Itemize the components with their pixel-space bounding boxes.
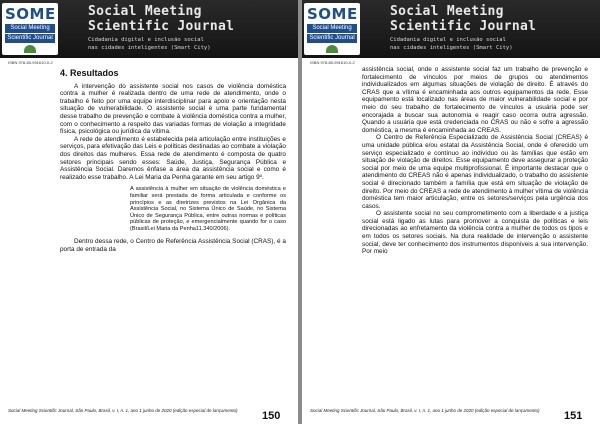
journal-logo <box>304 3 360 55</box>
paragraph: O Centro de Referência Especializado de Assistência Social (CREAS) é uma unidade pública e/ou estatal da Assistência Social, onde é oferecido um serviço especializado e contínuo ao indivíduo ou às famílias que estão em situação de violação de direitos. Esse equipamento deve assegurar a proteção social por meio de uma equipe multiprofissional. É importante destacar que o atendimento do CREAS não é apenas individualizado, o trabalho do assistente social é direcionado também a família que está em situação de violação de direito. Por meio do CREAS a rede de atendimento à mulher vítima de violência doméstica tem maior articulação, entre os setores/serviços pela urgência dos casos. <box>362 134 588 210</box>
journal-logo <box>2 3 58 55</box>
logo-line-2: Scientific Journal <box>5 34 55 43</box>
right-page <box>302 0 600 424</box>
logo-figure-icon <box>326 45 338 53</box>
left-body-text <box>60 70 286 254</box>
paragraph: O assistente social no seu comprometimento com a liberdade e a justiça social está ligado as lutas para promover a conquista de políticas e leis direcionadas ao enfretamento da violência contra a mulher de todos os tipos e em todos os setores sociais. Na dura realidade de intervenção o assistente social, deve ter conhecimento dos instrumentos disponíveis a sua intervenção. Por meio <box>362 210 588 256</box>
page-number: 150 <box>262 410 281 422</box>
right-body-text <box>362 66 588 256</box>
paragraph: assistência social, onde o assistente social faz um trabalho de prevenção e fortalecimento de vínculos por meios de grupos ou atendimentos individualizados em algumas situações de violação de direito. É através do CRAS que a vítima é encaminhada aos outros equipamentos da rede. Esse equipamento está localizado nas áreas de maior vulnerabilidade social e por meio do seu trabalho de fortalecimento de vínculos a usuária pode ser encorajada a buscar sua autonomia e reagir caso ocorra outra agressão. Quando a usuária que está credenciada no CRAS ou não e sofre a agressão doméstica, a mesma é encaminhada ao CREAS. <box>362 66 588 134</box>
paragraph: Dentro dessa rede, o Centro de Referência Assistência Social (CRAS), é a porta de entrada da <box>60 238 286 254</box>
isbn-label: ISBN 978-65-991610-0-2 <box>8 60 53 65</box>
logo-line-1: Social Meeting <box>5 24 55 33</box>
logo-line-1: Social Meeting <box>307 24 357 33</box>
journal-subtitle-line-2: nas cidades inteligentes (Smart City) <box>88 45 211 51</box>
paragraph: A rede de atendimento é estabelecida pela articulação entre instituições e serviços, para efetivação das Leis e políticas destinadas ao combate a violação dos direitos das mulheres. Essa rede de atendimento é composta de quatro setores principais sendo esses: Saúde, Justiça, Segurança Pública e Assistência Social. Daremos ênfase a área da assistência social e como é realizado esse trabalho. A Lei Maria da Penha garante em seu artigo 9º. <box>60 135 286 181</box>
journal-subtitle-line-1: Cidadania digital e inclusão social <box>88 37 204 43</box>
journal-banner <box>0 0 298 58</box>
journal-subtitle-line-2: nas cidades inteligentes (Smart City) <box>390 45 513 51</box>
logo-figure-icon <box>24 45 36 53</box>
isbn-label: ISBN 978-65-991610-0-2 <box>310 60 355 65</box>
journal-title-line-2: Scientific Journal <box>88 19 235 34</box>
page-footer: Social Meeting Scientific Journal, São Paulo, Brasil, v. I, n. 1, ano 1 junho de 2020 (edição especial de lançamento) <box>310 408 540 413</box>
journal-title-line-1: Social Meeting <box>88 4 202 19</box>
paragraph: A intervenção do assistente social nos casos de violência doméstica contra a mulher é realizada dentro de uma rede de atendimento, onde o trabalho é feito por uma equipe interdisciplinar para apoio e orientação nesta situação de vulnerabilidade. O assistente social é uma parte fundamental desse trabalho de prevenção e combate à violência doméstica contra a mulher, com o conhecimento a respeito das variadas formas de violação a integridade física, psicológica ou jurídica da vítima. <box>60 82 286 136</box>
logo-wordmark: SOME <box>5 5 56 23</box>
page-footer: Social Meeting Scientific Journal, São Paulo, Brasil, v. I, n. 1, ano 1 junho de 2020 (edição especial de lançamento) <box>8 408 238 413</box>
journal-title-line-2: Scientific Journal <box>390 19 537 34</box>
page-number: 151 <box>564 410 583 422</box>
logo-line-2: Scientific Journal <box>307 34 357 43</box>
section-heading: 4. Resultados <box>60 68 119 78</box>
journal-subtitle-line-1: Cidadania digital e inclusão social <box>390 37 506 43</box>
block-quote: A assistência à mulher em situação de violência doméstica e familiar será prestada de forma articulada e conforme os princípios e as diretrizes previstos na Lei Orgânica da Assistência Social, no Sistema Único de Saúde, no Sistema Único de Segurança Pública, entre outras normas e políticas públicas de proteção, e emergencialmente quando for o caso (Brasil/Lei Maria da Penha11.340/2006). <box>130 186 286 232</box>
left-page <box>0 0 298 424</box>
logo-wordmark: SOME <box>307 5 358 23</box>
journal-title-line-1: Social Meeting <box>390 4 504 19</box>
journal-banner <box>302 0 600 58</box>
